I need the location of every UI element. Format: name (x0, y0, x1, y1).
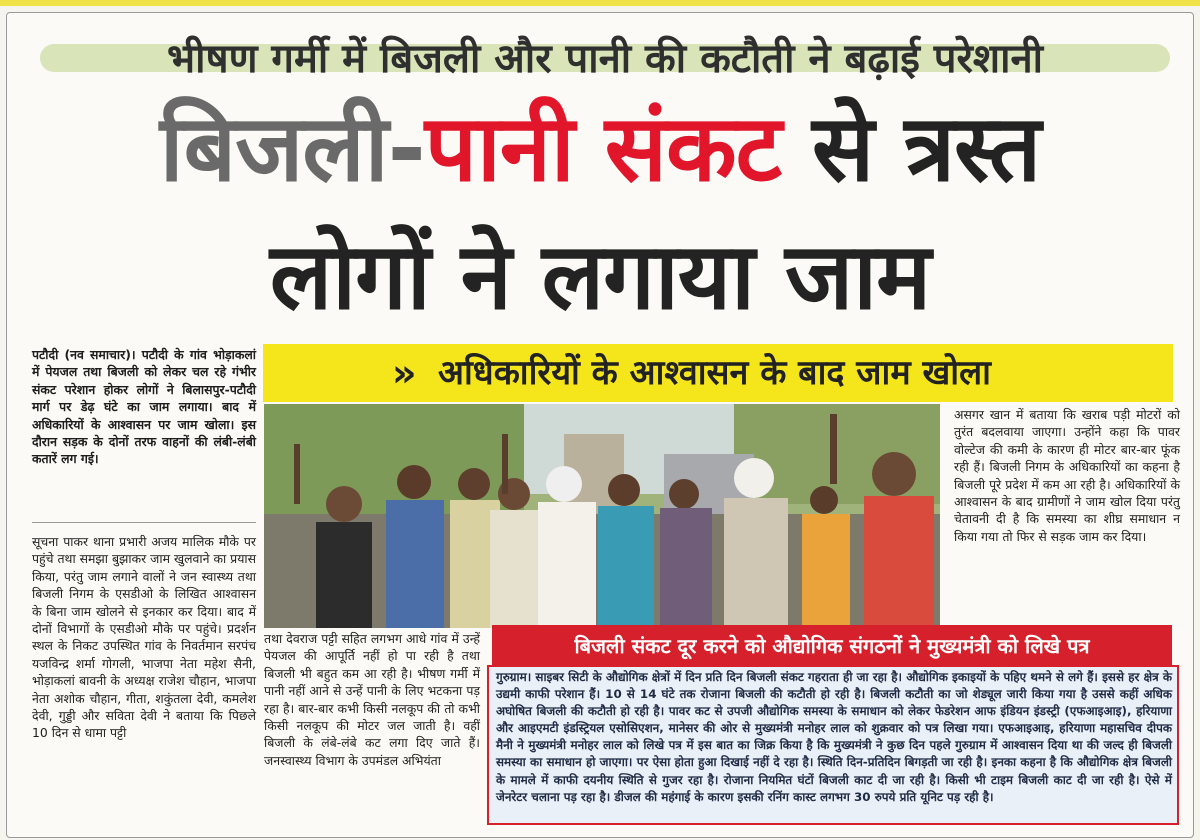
column-right-body: असगर खान में बताया कि खराब पड़ी मोटरों को तुरंत बदलवाया जाएगा। उन्होंने कहा कि पावर वोल्टेज की कमी के कारण ही मोटर बार-बार फूंक रही हैं। बिजली निगम के अधिकारियों का कहना है बिजली पूरे प्रदेश में कम आ रही है। अधिकारियों के आश्वासन के बाद ग्रामीणों ने जाम खोल दिया परंतु चेतावनी दी है कि समस्या का शीघ्र समाधान न किया गया तो फिर से सड़क जाम कर दिया। (954, 407, 1180, 544)
column-mid-body: तथा देवराज पट्टी सहित लगभग आधे गांव में उन्हें पेयजल की आपूर्ति नहीं हो पा रही है तथा बिजली भी बहुत कम आ रही है। भीषण गर्मी में पानी नहीं आने से उन्हें पानी के लिए भटकना पड़ रहा है। बार-बार कभी किसी नलकूप की तो कभी किसी नलकूप की मोटर जल जाती है। वहीं बिजली के लंबे-लंबे कट लगा दिए जाते हैं। जनस्वास्थ्य विभाग के उपमंडल अभियंता (264, 631, 480, 768)
top-color-strip (0, 0, 1200, 6)
sub-story-title: बिजली संकट दूर करने को औद्योगिक संगठनों ने मुख्यमंत्री को लिखे पत्र (574, 634, 1090, 658)
headline-word-bijli: बिजली- (159, 95, 425, 202)
banner-text: अधिकारियों के आश्वासन के बाद जाम खोला (438, 353, 991, 393)
subheadline: भीषण गर्मी में बिजली और पानी की कटौती ने बढ़ाई परेशानी (166, 36, 1044, 82)
intro-paragraph: पटौदी (नव समाचार)। पटौदी के गांव भोड़ाकलां में पेयजल तथा बिजली को लेकर चल रहे गंभीर संकट परेशान होकर लोगों ने बिलासपुर-पटौदी मार्ग पर डेढ़ घंटे का जाम लगाया। बाद में अधिकारियों के आश्वासन पर जाम खोला। इस दौरान सड़क के दोनों तरफ वाहनों की लंबी-लंबी कतारें लग गई। (32, 347, 256, 467)
headline-word-se-trast: से त्रस्त (780, 95, 1041, 202)
protest-photo (264, 404, 940, 628)
column-1-body: सूचना पाकर थाना प्रभारी अजय मालिक मौके पर पहुंचे तथा समझा बुझाकर जाम खुलवाने का प्रयास किया, परंतु जाम लगाने वालों ने जन स्वास्थ्य तथा बिजली निगम के एसडीओ के लिखित आश्वासन के बिना जाम खोलने से इनकार कर दिया। बाद में दोनों विभागों के एसडीओ मौके पर पहुंचे। प्रदर्शन स्थल के निकट उपस्थित गांव के निवर्तमान सरपंच यजविन्द्र शर्मा गोगली, भाजपा नेता महेश सैनी, भोड़ाकलां बावनी के अध्यक्ष राजेश चौहान, भाजपा नेता अशोक चौहान, गीता, शकुंतला देवी, कमलेश देवी, गुड्डी और सविता देवी ने बताया कि पिछले 10 दिन से धामा पट्टी (32, 534, 256, 741)
column-divider (32, 522, 256, 523)
headline-line-1 (20, 84, 1180, 214)
protest-photo-illustration (264, 404, 940, 628)
headline-word-pani-sankat: पानी संकट (424, 95, 781, 202)
headline-line-2: लोगों ने लगाया जाम (269, 223, 931, 330)
sub-story-body: गुरुग्राम। साइबर सिटी के औद्योगिक क्षेत्रों में दिन प्रति दिन बिजली संकट गहराता ही जा रहा है। औद्योगिक इकाइयों के पहिए थमने से लगे हैं। इससे हर क्षेत्र के उद्यमी काफी परेशान हैं। 10 से 14 घंटे तक रोजाना बिजली की कटौती हो रही है। बिजली कटौती का जो शेड्यूल जारी किया गया है उससे कहीं अधिक अघोषित बिजली की कटौती हो रही है। पावर कट से उपजी औद्योगिक समस्या के समाधान को लेकर फेडरेशन आफ इंडियन इंडस्ट्री (एफआइआइ), हरियाणा और आइएमटी इंडस्ट्रियल एसोसिएशन, मानेसर की ओर से मुख्यमंत्री मनोहर लाल को शुक्रवार को पत्र लिखा गया। एफआइआइ, हरियाणा महासचिव दीपक मैनी ने मुख्यमंत्री मनोहर लाल को लिखे पत्र में इस बात का जिक्र किया है कि मुख्यमंत्री ने कुछ दिन पहले गुरुग्राम में आश्वासन दिया था की जल्द ही बिजली समस्या का समाधान हो जाएगा। पर ऐसा होता हुआ दिखाई नहीं दे रहा है। स्थिति दिन-प्रतिदिन बिगड़ती जा रही है। इनका कहना है कि औद्योगिक क्षेत्र बिजली के मामले में काफी दयनीय स्थिति से गुजर रहा है। रोजाना नियमित घंटों बिजली काट दी जा रही है। किसी भी टाइम बिजली काट दी जा रही है। ऐसे में जेनरेटर चलाना पड़ रहा है। डीजल की महंगाई के कारण इसकी रनिंग कास्ट लगभग 30 रुपये प्रति यूनिट पड़ रही है। (496, 670, 1172, 804)
double-chevron-right-icon: » (392, 351, 417, 395)
